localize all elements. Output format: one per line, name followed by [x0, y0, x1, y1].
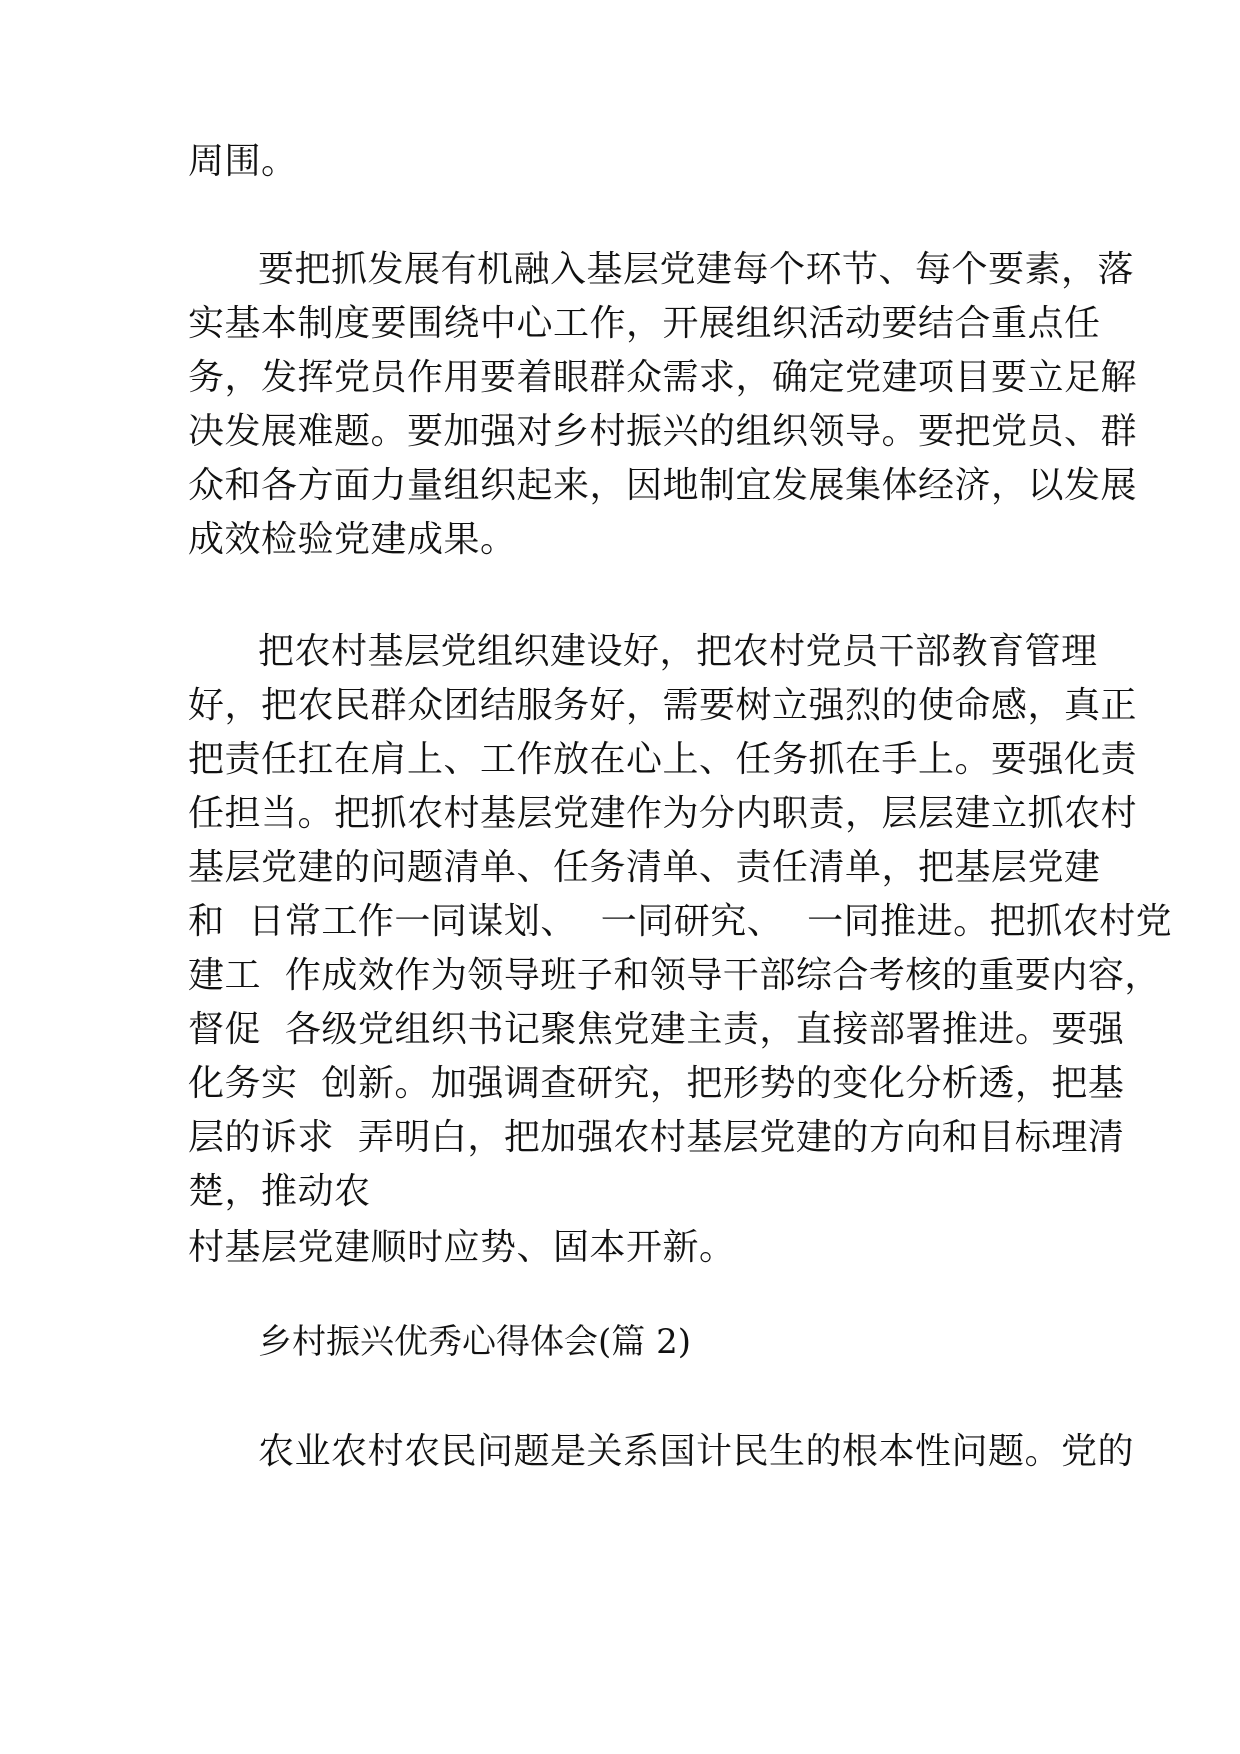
text-line: 层的诉求 弄明白，把加强农村基层党建的方向和目标理清 — [188, 1117, 1125, 1158]
text-line: 和 日常工作一同谋划、 一同研究、 一同推进。把抓农村党 — [188, 901, 1173, 942]
text-line: 要把抓发展有机融入基层党建每个环节、每个要素，落 — [258, 249, 1135, 290]
text-line: 把责任扛在肩上、工作放在心上、任务抓在手上。要强化责 — [188, 739, 1138, 780]
text-line: 督促 各级党组织书记聚焦党建主责，直接部署推进。要强 — [188, 1009, 1125, 1050]
text-line: 化务实 创新。加强调查研究，把形势的变化分析透，把基 — [188, 1063, 1125, 1104]
text-line: 实基本制度要围绕中心工作，开展组织活动要结合重点任 — [188, 303, 1101, 344]
text-line: 建工 作成效作为领导班子和领导干部综合考核的重要内容， — [188, 955, 1161, 996]
text-line: 决发展难题。要加强对乡村振兴的组织领导。要把党员、群 — [188, 411, 1138, 452]
text-line: 任担当。把抓农村基层党建作为分内职责，层层建立抓农村 — [188, 793, 1138, 834]
text-line: 楚，推动农 — [188, 1171, 371, 1212]
text-line: 农业农村农民问题是关系国计民生的根本性问题。党的 — [258, 1431, 1135, 1472]
text-line: 村基层党建顺时应势、固本开新。 — [188, 1227, 736, 1268]
text-line: 周围。 — [188, 141, 298, 182]
text-line: 把农村基层党组织建设好，把农村党员干部教育管理 — [258, 631, 1098, 672]
text-line: 成效检验党建成果。 — [188, 519, 517, 560]
text-line: 众和各方面力量组织起来，因地制宜发展集体经济，以发展 — [188, 465, 1138, 506]
text-line: 基层党建的问题清单、任务清单、责任清单，把基层党建 — [188, 847, 1101, 888]
text-line: 好，把农民群众团结服务好，需要树立强烈的使命感，真正 — [188, 685, 1138, 726]
text-line: 务，发挥党员作用要着眼群众需求，确定党建项目要立足解 — [188, 357, 1138, 398]
section-heading: 乡村振兴优秀心得体会(篇 2) — [258, 1322, 691, 1362]
